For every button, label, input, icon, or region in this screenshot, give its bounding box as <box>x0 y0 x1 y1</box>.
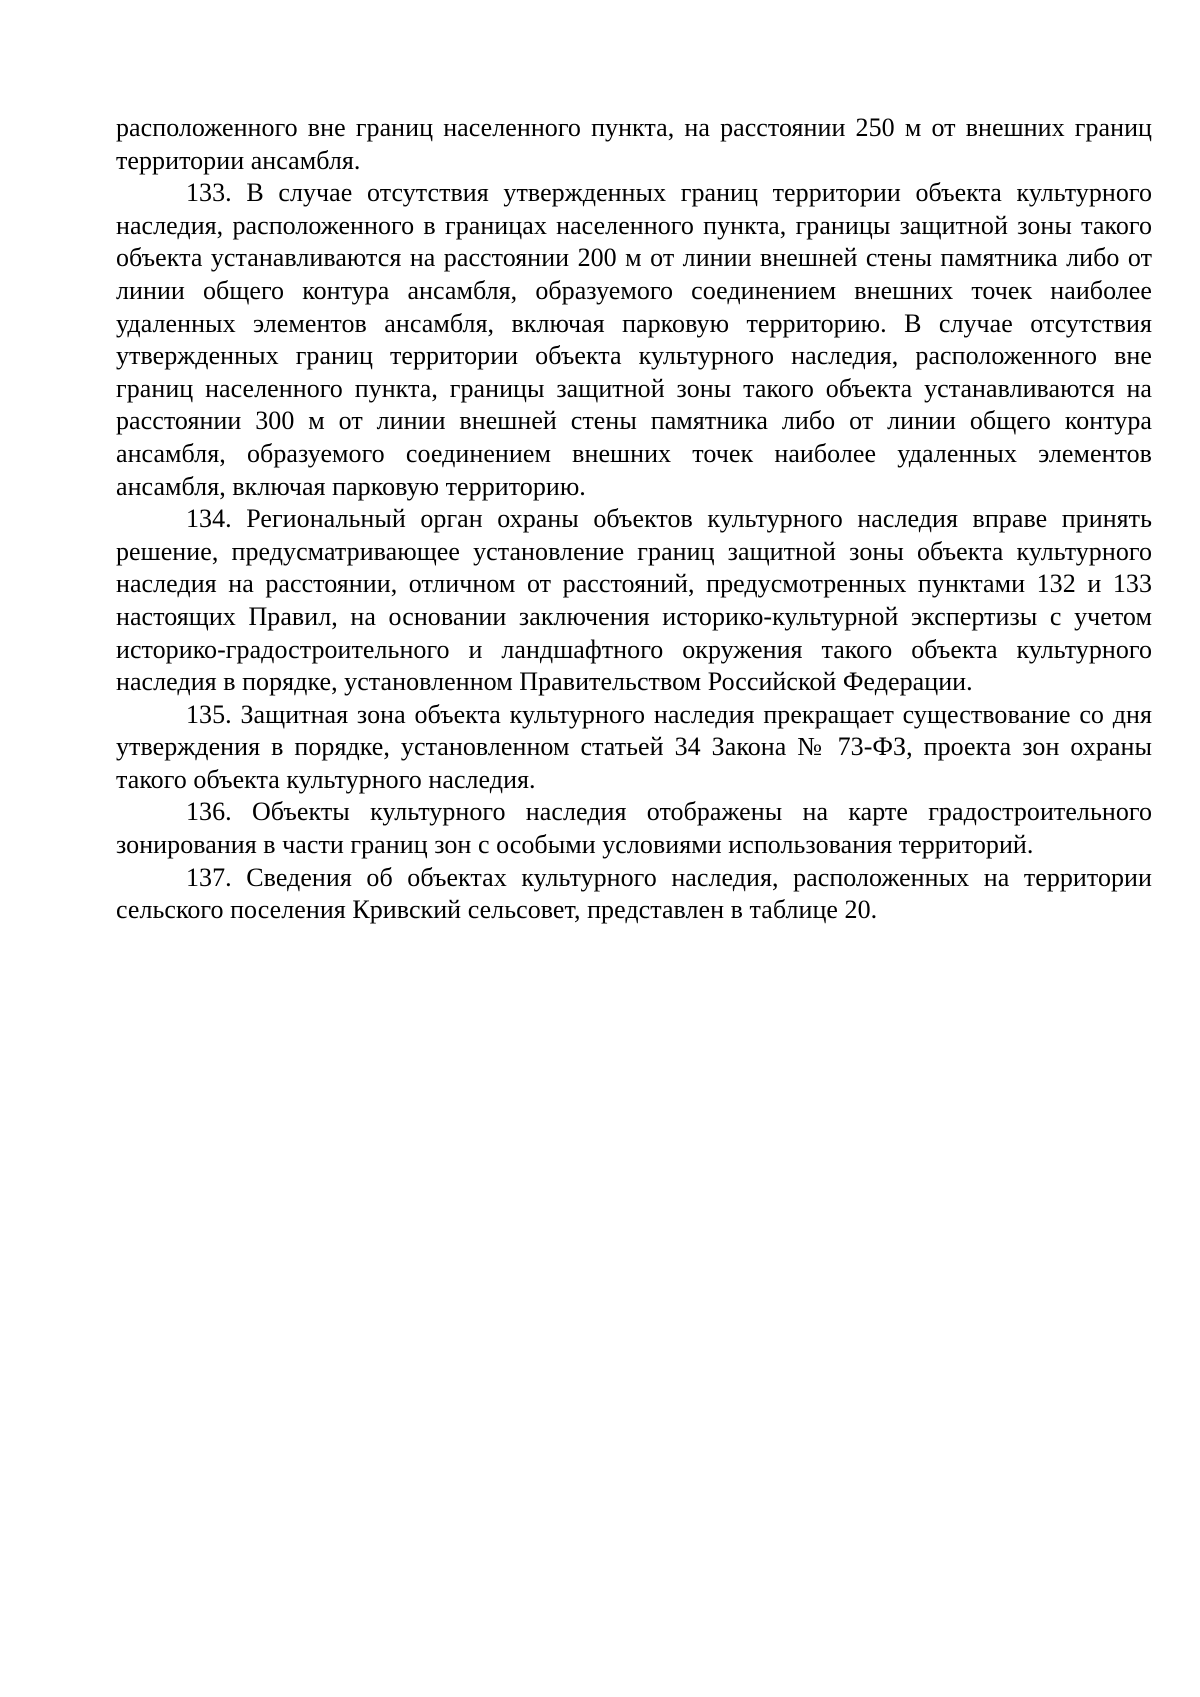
paragraph-135: 135. Защитная зона объекта культурного наследия прекращает существование со дня утверждения в порядке, установленном статьей 34 Закона № 73-ФЗ, проекта зон охраны такого объекта культурного наследия. <box>116 699 1152 794</box>
paragraph-134: 134. Региональный орган охраны объектов культурного наследия вправе принять решение, предусматривающее установление границ защитной зоны объекта культурного наследия на расстоянии, отличном от расстояний, предусмотренных пунктами 132 и 133 настоящих Правил, на основании заключения историко-культурной экспертизы с учетом историко-градостроительного и ландшафтного окружения такого объекта культурного наследия в порядке, установленном Правительством Российской Федерации. <box>116 504 1152 697</box>
paragraph-continuation: расположенного вне границ населенного пункта, на расстоянии 250 м от внешних границ территории ансамбля. <box>116 113 1152 175</box>
document-body <box>116 112 1152 927</box>
paragraph-133: 133. В случае отсутствия утвержденных границ территории объекта культурного наследия, расположенного в границах населенного пункта, границы защитной зоны такого объекта устанавливаются на расстоянии 200 м от линии внешней стены памятника либо от линии общего контура ансамбля, образуемого соединением внешних точек наиболее удаленных элементов ансамбля, включая парковую территорию. В случае отсутствия утвержденных границ территории объекта культурного наследия, расположенного вне границ населенного пункта, границы защитной зоны такого объекта устанавливаются на расстоянии 300 м от линии внешней стены памятника либо от линии общего контура ансамбля, образуемого соединением внешних точек наиболее удаленных элементов ансамбля, включая парковую территорию. <box>116 178 1152 501</box>
paragraph-136: 136. Объекты культурного наследия отображены на карте градостроительного зонирования в части границ зон с особыми условиями использования территорий. <box>116 797 1152 860</box>
paragraph-137: 137. Сведения об объектах культурного наследия, расположенных на территории сельского поселения Кривский сельсовет, представлен в таблице 20. <box>116 862 1152 925</box>
